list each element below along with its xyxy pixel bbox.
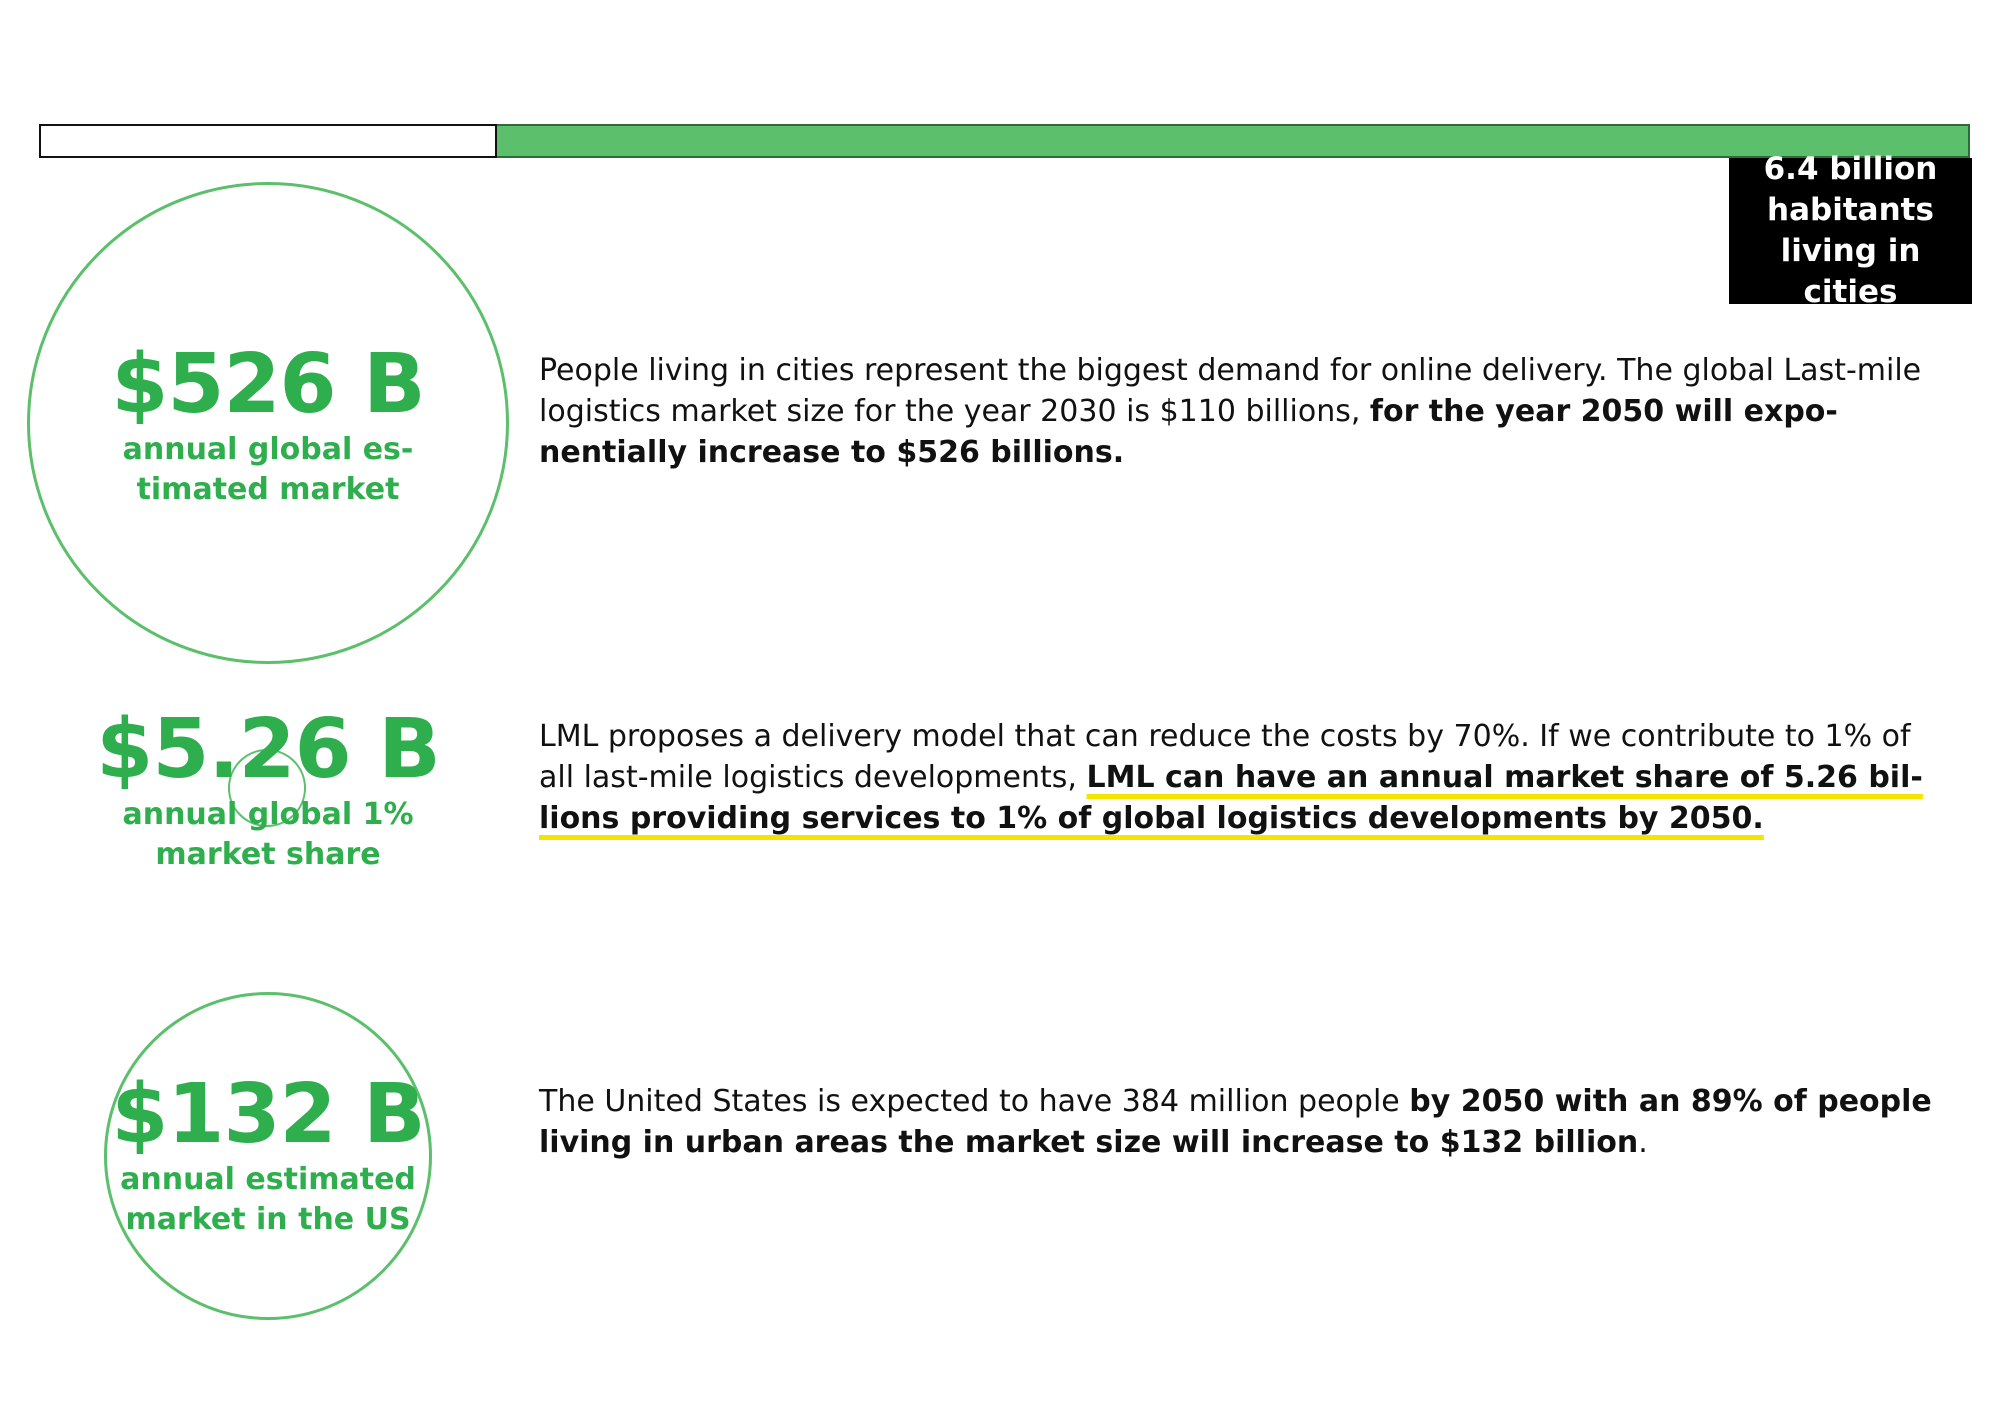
stat-global-market-label-2: timated market: [136, 472, 400, 507]
stat-market-share-label-1: annual global 1%: [122, 797, 414, 832]
paragraph-lml-proposal-text: LML proposes a delivery model that can reduce the costs by 70%. If we contribute to 1% of all last-mile logistics developments,: [539, 719, 1911, 795]
cities-population-line-2: habitants: [1767, 192, 1934, 228]
stat-us-market-label-1: annual estimated: [120, 1162, 416, 1197]
stat-global-market-value: $526 B: [111, 337, 425, 432]
stat-global-market: [60, 337, 476, 510]
stat-us-market-value: $132 B: [111, 1067, 425, 1162]
paragraph-global-demand: [539, 350, 1939, 473]
paragraph-lml-proposal: [539, 716, 1939, 839]
paragraph-us-market: [539, 1081, 1939, 1163]
cities-population-line-3: living in cities: [1780, 233, 1921, 310]
stat-us-market: [60, 1067, 476, 1240]
paragraph-lml-proposal-highlight: LML can have an annual market share of 5.26 bil-lions providing services to 1% of global logistics developments by 2050.: [539, 760, 1923, 836]
cities-population-line-1: 6.4 billion: [1763, 151, 1938, 187]
stat-us-market-label-2: market in the US: [125, 1202, 411, 1237]
stat-market-share-label-2: market share: [155, 837, 381, 872]
cities-population-box: [1729, 151, 1972, 310]
stat-market-share: [60, 702, 476, 875]
paragraph-global-demand-text: People living in cities represent the biggest demand for online delivery. The global Last-mile logistics market size for the year 2030 is $110 billions,: [539, 353, 1922, 429]
paragraph-global-demand-emphasis: for the year 2050 will expo-nentially increase to $526 billions.: [539, 394, 1838, 470]
stat-global-market-label-1: annual global es-: [122, 432, 414, 467]
stat-market-share-value: $5.26 B: [96, 702, 440, 797]
paragraph-us-market-end: .: [1638, 1125, 1648, 1160]
header-bar-white-segment: [39, 124, 497, 158]
paragraph-us-market-text: The United States is expected to have 384 million people: [539, 1084, 1410, 1119]
paragraph-us-market-emphasis: by 2050 with an 89% of people living in urban areas the market size will increase to $132 billion: [539, 1084, 1932, 1160]
